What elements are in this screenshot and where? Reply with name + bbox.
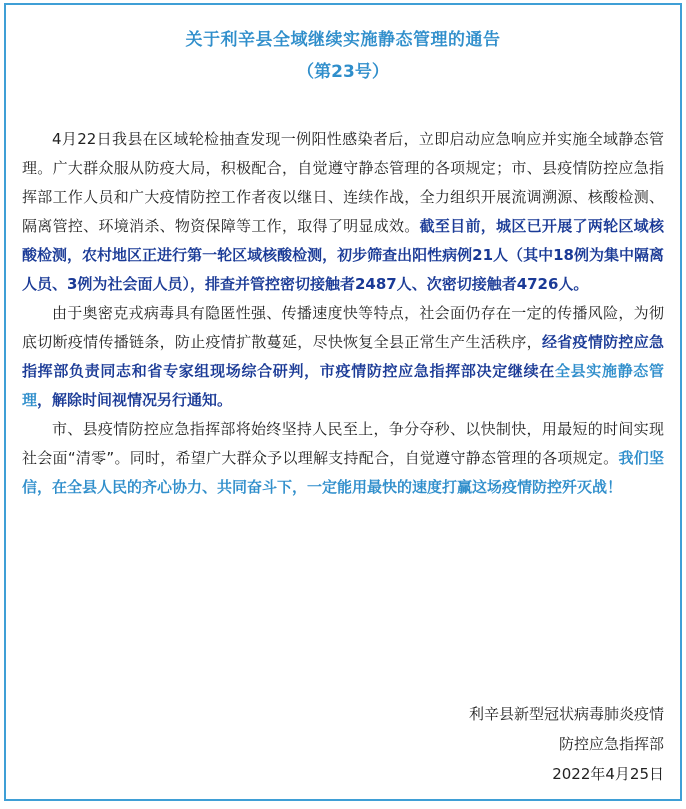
paragraph-3-text: 市、县疫情防控应急指挥部将始终坚持人民至上，争分夺秒、以快制快，用最短的时间实现社会面“清零”。同时，希望广大群众予以理解支持配合，自觉遵守静态管理的各项规定。 bbox=[22, 420, 664, 467]
paragraph-3 bbox=[22, 415, 664, 502]
signature-org-line-1: 利辛县新型冠状病毒肺炎疫情 bbox=[468, 705, 664, 723]
signature-block bbox=[469, 699, 664, 789]
notice-body bbox=[22, 125, 664, 502]
paragraph-1-highlight: 截至目前，城区已开展了两轮区域核酸检测，农村地区正进行第一轮区域核酸检测，初步筛查出阳性病例21人（其中18例为集中隔离人员、3例为社会面人员），排查并管控密切接触者2487人、次密切接触者4726人。 bbox=[22, 217, 664, 293]
paragraph-2 bbox=[22, 299, 664, 415]
paragraph-2-highlight-a: 经省疫情防控应急指挥部负责同志和省专家组现场综合研判，市疫情防控应急指挥部决定继续在 bbox=[22, 333, 664, 380]
paragraph-2-highlight-c: ，解除时间视情况另行通知。 bbox=[37, 391, 233, 409]
signature-date: 2022年4月25日 bbox=[552, 765, 664, 783]
paragraph-3-highlight: 我们坚信，在全县人民的齐心协力、共同奋斗下，一定能用最快的速度打赢这场疫情防控歼灭战！ bbox=[22, 449, 664, 496]
signature-org-line-2: 防控应急指挥部 bbox=[558, 735, 664, 753]
notice-frame bbox=[4, 3, 682, 801]
paragraph-2-highlight-b: 全县实施静态管理 bbox=[22, 362, 664, 409]
paragraph-2-text: 由于奥密克戎病毒具有隐匿性强、传播速度快等特点，社会面仍存在一定的传播风险，为彻底切断疫情传播链条，防止疫情扩散蔓延，尽快恢复全县正常生产生活秩序， bbox=[22, 304, 664, 351]
paragraph-1 bbox=[22, 125, 664, 299]
notice-number: （第23号） bbox=[297, 62, 389, 82]
notice-title: 关于利辛县全域继续实施静态管理的通告 bbox=[185, 30, 501, 50]
paragraph-1-text: 4月22日我县在区域轮检抽查发现一例阳性感染者后，立即启动应急响应并实施全域静态管理。广大群众服从防疫大局，积极配合，自觉遵守静态管理的各项规定；市、县疫情防控应急指挥部工作人员和广大疫情防控工作者夜以继日、连续作战，全力组织开展流调溯源、核酸检测、隔离管控、环境消杀、物资保障等工作，取得了明显成效。 bbox=[22, 130, 664, 235]
